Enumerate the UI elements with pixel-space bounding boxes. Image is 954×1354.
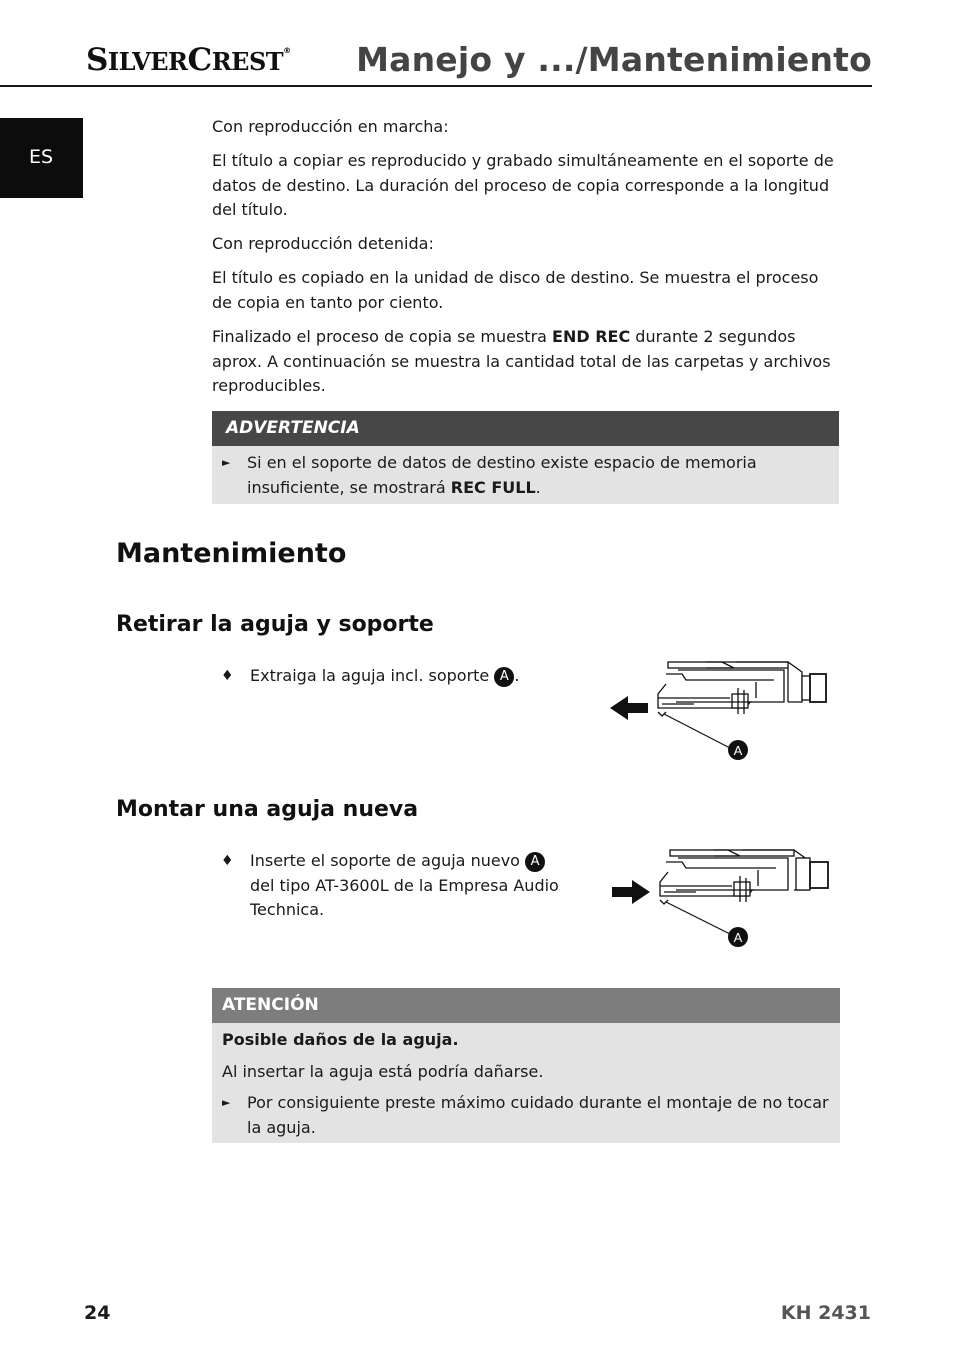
attention-label: ATENCIÓN [212,988,840,1023]
model-number: KH 2431 [780,1302,871,1324]
warning-box [212,411,839,504]
paragraph-playback-running: Con reproducción en marcha: [212,117,449,136]
figure-remove-needle [606,658,832,764]
figure-label-a: A [733,930,743,945]
rec-full-term: REC FULL [450,477,536,497]
end-rec-term: END REC [552,327,631,346]
attention-item: ► Por consiguiente preste máximo cuidado durante el montaje de no tocar la aguja. [222,1093,829,1137]
attention-text: Al insertar la aguja está podría dañarse. [222,1061,544,1081]
paragraph-playback-stopped: Con reproducción detenida: [212,234,434,253]
callout-a: A [525,852,545,872]
brand-logo: SILVERCREST® [86,42,291,78]
figure-label-a: A [733,743,743,758]
page-number: 24 [84,1302,111,1324]
figure-insert-needle [606,846,834,954]
warning-label: ADVERTENCIA [212,411,839,446]
bullet-arrow-icon: ► [222,456,231,469]
attention-box [212,988,840,1143]
page-title: Manejo y .../Mantenimiento [356,40,872,79]
paragraph-end-rec: Finalizado el proceso de copia se muestra END REC durante 2 segundos aprox. A continuación se muestra la cantidad total de las carpetas y archivos reproducibles. [212,327,831,395]
diamond-bullet-icon: ♦ [221,853,234,869]
diamond-bullet-icon: ♦ [221,668,234,684]
subsection-title-mount: Montar una aguja nueva [116,797,419,822]
subsection-title-remove: Retirar la aguja y soporte [116,612,434,637]
paragraph-copy-percent: El título es copiado en la unidad de disco de destino. Se muestra el proceso de copia en tanto por ciento. [212,268,819,312]
bullet-arrow-icon: ► [222,1096,231,1109]
callout-a: A [494,667,514,687]
language-tab [0,118,83,198]
header-divider [0,85,872,87]
attention-heading: Posible daños de la aguja. [222,1030,459,1049]
language-label: ES [29,146,54,168]
section-title-maintenance: Mantenimiento [116,538,347,569]
paragraph-simultaneous-copy: El título a copiar es reproducido y grabado simultáneamente en el soporte de datos de destino. La duración del proceso de copia corresponde a la longitud del título. [212,151,834,219]
warning-item: ► Si en el soporte de datos de destino existe espacio de memoria insuficiente, se mostrará REC FULL. [222,453,757,497]
